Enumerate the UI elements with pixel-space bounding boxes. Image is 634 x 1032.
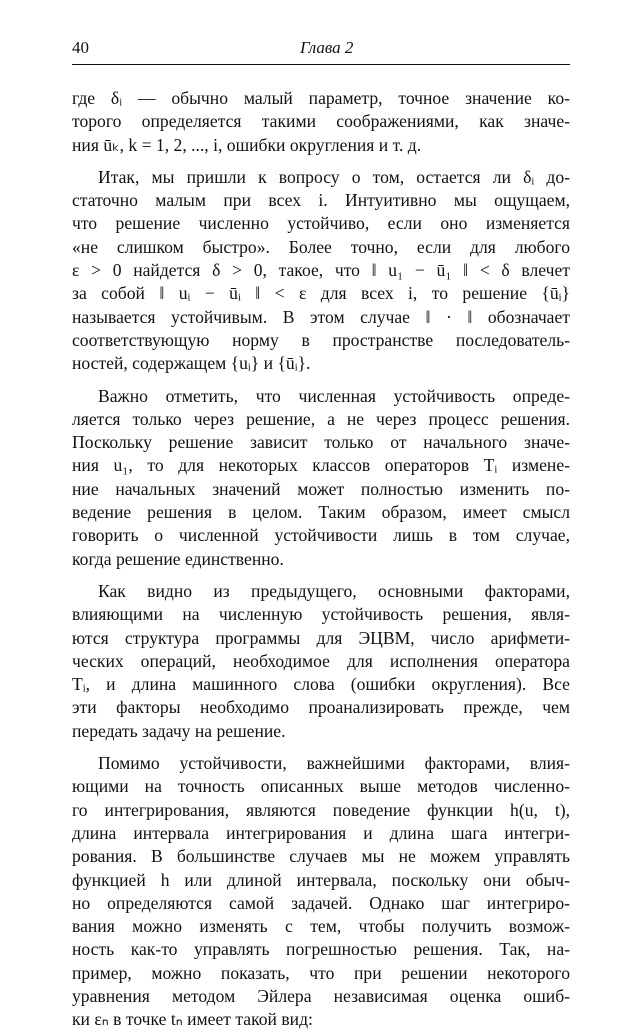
text-line: но определяются самой задачей. Однако шаг интегриро- xyxy=(72,892,570,913)
text-line: говорить о численной устойчивости лишь в том случае, xyxy=(72,525,570,546)
text-line: называется устойчивым. В этом случае ‖ · ‖ обозначает xyxy=(72,306,570,327)
text-line: пример, можно показать, что при решении некоторого xyxy=(72,962,570,983)
text-line: статочно малым при всех i. Интуитивно мы ощущаем, xyxy=(72,190,570,211)
text-line: ния ūₖ, k = 1, 2, ..., i, ошибки округления и т. д. xyxy=(72,134,422,155)
text-line: за собой ‖ uᵢ − ūᵢ ‖ < ε для всех i, то решение {ūᵢ} xyxy=(72,283,570,304)
text-line: соответствующую норму в пространстве последователь- xyxy=(72,329,570,350)
text-line: ε > 0 найдется δ > 0, такое, что ‖ u₁ − ū₁ ‖ < δ влечет xyxy=(72,260,570,281)
text-line: ностей, содержащем {uᵢ} и {ūᵢ}. xyxy=(72,353,311,374)
text-line: Tᵢ, и длина машинного слова (ошибки округления). Все xyxy=(72,674,570,695)
text-line: эти факторы необходимо проанализировать прежде, чем xyxy=(72,697,570,718)
paragraph xyxy=(72,87,570,157)
chapter-title: Глава 2 xyxy=(300,38,354,57)
text-line: когда решение единственно. xyxy=(72,548,284,569)
text-line: Как видно из предыдущего, основными факторами, xyxy=(98,580,570,601)
text-line: длина интервала интегрирования и длина шага интегри- xyxy=(72,822,570,843)
text-line: влияющими на численную устойчивость решения, явля- xyxy=(72,604,570,625)
text-line: ния u₁, то для некоторых классов операторов Tᵢ измене- xyxy=(72,455,570,476)
page-header xyxy=(72,38,570,65)
text-line: ляется только через решение, а не через процесс решения. xyxy=(72,408,570,429)
text-line: Помимо устойчивости, важнейшими факторами, влия- xyxy=(98,753,570,774)
text-line: вания можно изменять с тем, чтобы получить возмож- xyxy=(72,916,570,937)
text-line: ность как-то управлять погрешностью решения. Так, на- xyxy=(72,939,570,960)
text-line: Поскольку решение зависит только от начального значе- xyxy=(72,432,570,453)
text-line: Важно отметить, что численная устойчивость опреде- xyxy=(98,385,570,406)
text-line: что решение численно устойчиво, если оно изменяется xyxy=(72,213,570,234)
paragraph xyxy=(72,166,570,376)
page-number: 40 xyxy=(72,38,89,57)
text-line: ются структура программы для ЭЦВМ, число арифмети- xyxy=(72,627,570,648)
paragraph xyxy=(72,385,570,571)
text-line: уравнения методом Эйлера независимая оценка ошиб- xyxy=(72,985,570,1006)
text-line: ние начальных значений может полностью изменить по- xyxy=(72,478,570,499)
paragraph xyxy=(72,752,570,1032)
paragraph xyxy=(72,580,570,743)
text-line: где δᵢ — обычно малый параметр, точное значение ко- xyxy=(72,88,570,108)
text-line: торого определяется такими соображениями, как значе- xyxy=(72,111,570,132)
text-line: функцией h или длиной интервала, поскольку они обыч- xyxy=(72,869,570,890)
text-line: ческих операций, необходимое для исполнения оператора xyxy=(72,650,570,671)
text-line: рования. В большинстве случаев мы не можем управлять xyxy=(72,846,570,867)
text-line: «не слишком быстро». Более точно, если для любого xyxy=(72,236,570,257)
text-line: ки εₙ в точке tₙ имеет такой вид: xyxy=(72,1009,313,1030)
text-line: Итак, мы пришли к вопросу о том, остается ли δᵢ до- xyxy=(98,166,570,187)
text-line: го интегрирования, являются поведение функции h(u, t), xyxy=(72,799,570,820)
body-text xyxy=(72,87,570,1032)
text-line: ведение решения в целом. Таким образом, имеет смысл xyxy=(72,502,570,523)
text-line: ющими на точность описанных выше методов численно- xyxy=(72,776,570,797)
text-line: передать задачу на решение. xyxy=(72,720,286,741)
